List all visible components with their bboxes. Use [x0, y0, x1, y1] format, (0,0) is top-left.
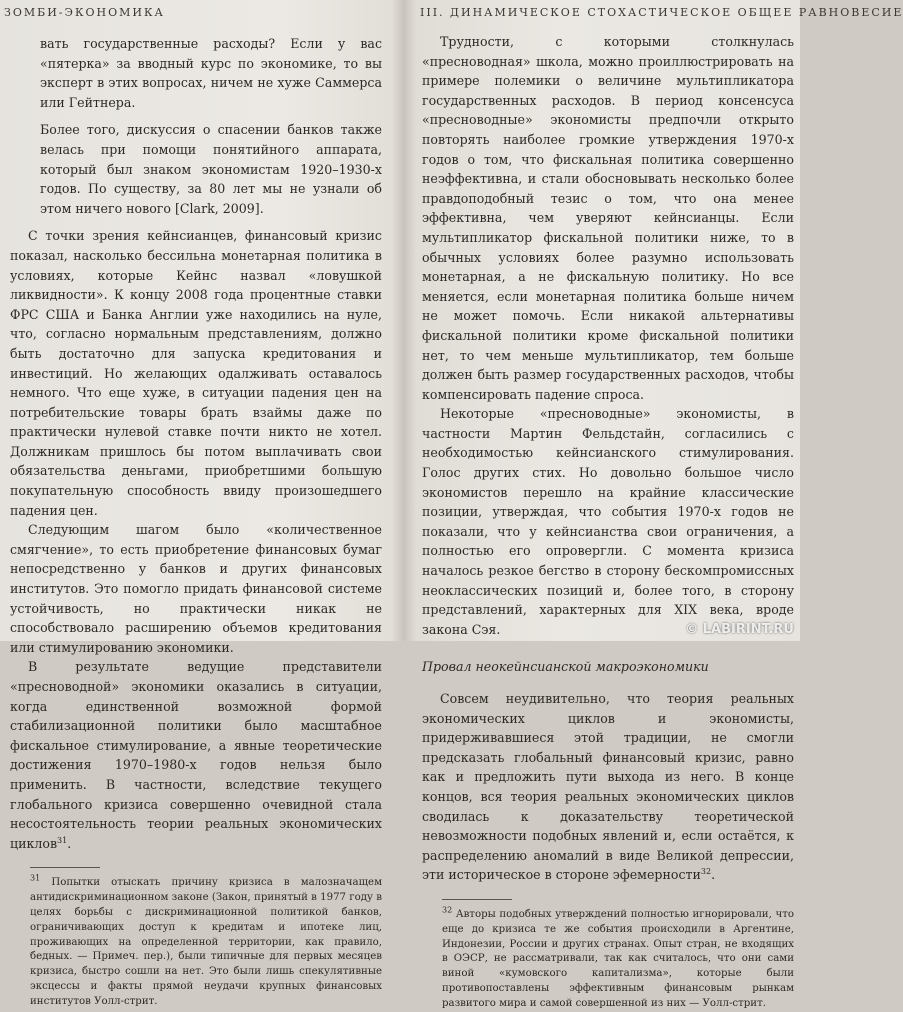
footnote-ref: 31: [57, 835, 68, 845]
quote-paragraph: Более того, дискуссия о спасении банков также велась при помощи понятийного аппарата, который был знаком экономистам 1920–1930-х годов. По существу, за 80 лет мы не узнали об этом ничего нового [Clark, 2009].: [40, 122, 382, 216]
footnote-text: Авторы подобных утверждений полностью игнорировали, что еще до кризиса те же события происходили в Аргентине, Индонезии, России и других странах. Опыт стран, не входящих в ОЭСР, не рассматривали, так как считалось, что они сами виной «кумовского капитализма», которые были противопоставлены эффективным финансовым рынкам развитого мира и самой совершенной из них — Уолл-стрит.: [442, 908, 794, 1009]
left-page-text: [10, 34, 382, 1010]
footnote-number: 31: [30, 873, 41, 883]
footnote: [422, 905, 794, 1012]
body-paragraph: Трудности, с которыми столкнулась «пресноводная» школа, можно проиллюстрировать на примере полемики о величине мультипликатора государственных расходов. В период консенсуса «пресноводные» экономисты предпочли открыто повторять наиболее громкие утверждения 1970-х годов о том, что фискальная политика совершенно неэффективна, и стали обосновывать несколько более правдоподобный тезис о том, что она менее эффективна, чем уверяют кейнсианцы. Если мультипликатор фискальной политики ниже, то в обычных условиях более разумно использовать монетарная, а не фискальную политику. Но все меняется, если монетарная политика больше ничем не может помочь. Если никакой альтернативы фискальной политики кроме фискальной политики нет, то чем меньше мультипликатор, тем больше должен быть размер государственных расходов, чтобы компенсировать падение спроса.: [422, 34, 794, 402]
footnote-number: 32: [442, 905, 453, 915]
left-running-head: ЗОМБИ-ЭКОНОМИКА: [4, 6, 165, 19]
footnote-divider: [442, 899, 512, 900]
section-title: Провал неокейнсианской макроэкономики: [422, 659, 709, 675]
right-page: [404, 0, 903, 1009]
right-page-text: [422, 32, 794, 1012]
body-paragraph-text: Совсем неудивительно, что теория реальных экономических циклов и экономисты, придерживавшиеся этой традиции, не смогли предсказать глобальный финансовый кризис, равно как и предложить пути выхода из него. В конце концов, вся теория реальных экономических циклов сводилась к доказательству теоретической невозможности подобных явлений и, если остаётся, к распределению аномалий в виде Великой депрессии, эти историческое в стороне эфемерности: [422, 691, 794, 883]
left-page: [0, 0, 400, 1007]
footnote-ref: 32: [700, 867, 712, 877]
body-paragraph: Некоторые «пресноводные» экономисты, в частности Мартин Фельдстайн, согласились с необходимостью кейнсианского стимулирования. Голос других стих. Но довольно большое число экономистов перешло на крайние классические позиции, утверждая, что события 1970-х годов не показали, что у кейнсианства свои ограничения, а полностью его опровергли. С момента кризиса началось резкое бегство в сторону бескомпромиссных неоклассических позиций и, более того, в сторону представлений, характерных для XIX века, вроде закона Сэя.: [422, 406, 794, 637]
body-paragraph: Совсем неудивительно, что теория реальных экономических циклов и экономисты, придерживавшиеся этой традиции, не смогли предсказать глобальный финансовый кризис, равно как и предложить пути выхода из него. В конце концов, вся теория реальных экономических циклов сводилась к доказательству теоретической невозможности подобных явлений и, если остаётся, к распределению аномалий в виде Великой депрессии, эти историческое в стороне эфемерности$^{32}$.: [422, 691, 794, 883]
body-paragraph: С точки зрения кейнсианцев, финансовый кризис показал, насколько бессильна монетарная политика в условиях, которые Кейнс назвал «ловушкой ликвидности». К концу 2008 года процентные ставки ФРС США и Банка Англии уже находились на нуле, что, согласно нормальным представлениям, должно быть достаточно для запуска кредитования и инвестиций. Но желающих одалживать оставалось немного. Что еще хуже, в ситуации падения цен на потребительские товары брать взаймы даже по практически нулевой ставке почти никто не хотел. Должникам пришлось бы потом выплачивать свои обязательства деньгами, приобретшими большую покупательную способность ввиду произошедшего падения цен.: [10, 228, 382, 518]
watermark: © LABIRINT.RU: [685, 622, 794, 637]
body-paragraph-text: В результате ведущие представители «пресноводной» экономики оказались в ситуации, когда единственной возможной формой стабилизационной политики было масштабное фискальное стимулирование, а явные теоретические достижения 1970–1980-х годов нельзя было применить. В частности, вследствие текущего глобального кризиса совершенно очевидной стала несостоятельность теории реальных экономических циклов: [10, 659, 382, 851]
body-paragraph: В результате ведущие представители «пресноводной» экономики оказались в ситуации, когда единственной возможной формой стабилизационной политики было масштабное фискальное стимулирование, а явные теоретические достижения 1970–1980-х годов нельзя было применить. В частности, вследствие текущего глобального кризиса совершенно очевидной стала несостоятельность теории реальных экономических циклов$^{31}$.: [10, 659, 382, 851]
footnote-divider: [30, 867, 100, 868]
footnote: [10, 873, 382, 1009]
quote-paragraph: вать государственные расходы? Если у вас «пятерка» за вводный курс по экономике, то вы эксперт в этих вопросах, ничем не хуже Саммерса или Гейтнера.: [40, 36, 382, 110]
block-quote: [10, 34, 382, 218]
body-paragraph: Следующим шагом было «количественное смягчение», то есть приобретение финансовых бумаг непосредственно у банков и других финансовых институтов. Это помогло придать финансовой системе устойчивость, но практически никак не способствовало расширению объемов кредитования или стимулированию экономики.: [10, 522, 382, 655]
right-running-head: III. ДИНАМИЧЕСКОЕ СТОХАСТИЧЕСКОЕ ОБЩЕЕ РАВНОВЕСИЕ: [420, 6, 903, 19]
footnote-text: Попытки отыскать причину кризиса в малозначащем антидискриминационном законе (Закон, принятый в 1977 году в целях борьбы с дискриминационной политикой банков, ограничивающих доступ к кредитам и ипотеке лиц, проживающих на определенной территории, как правило, бедных. — Примеч. пер.), были типичные для первых месяцев кризиса, быстро сошли на нет. Это были лишь спекулятивные эксцессы и факты прямой неудачи крупных финансовых институтов Уолл-стрит.: [30, 877, 382, 1007]
